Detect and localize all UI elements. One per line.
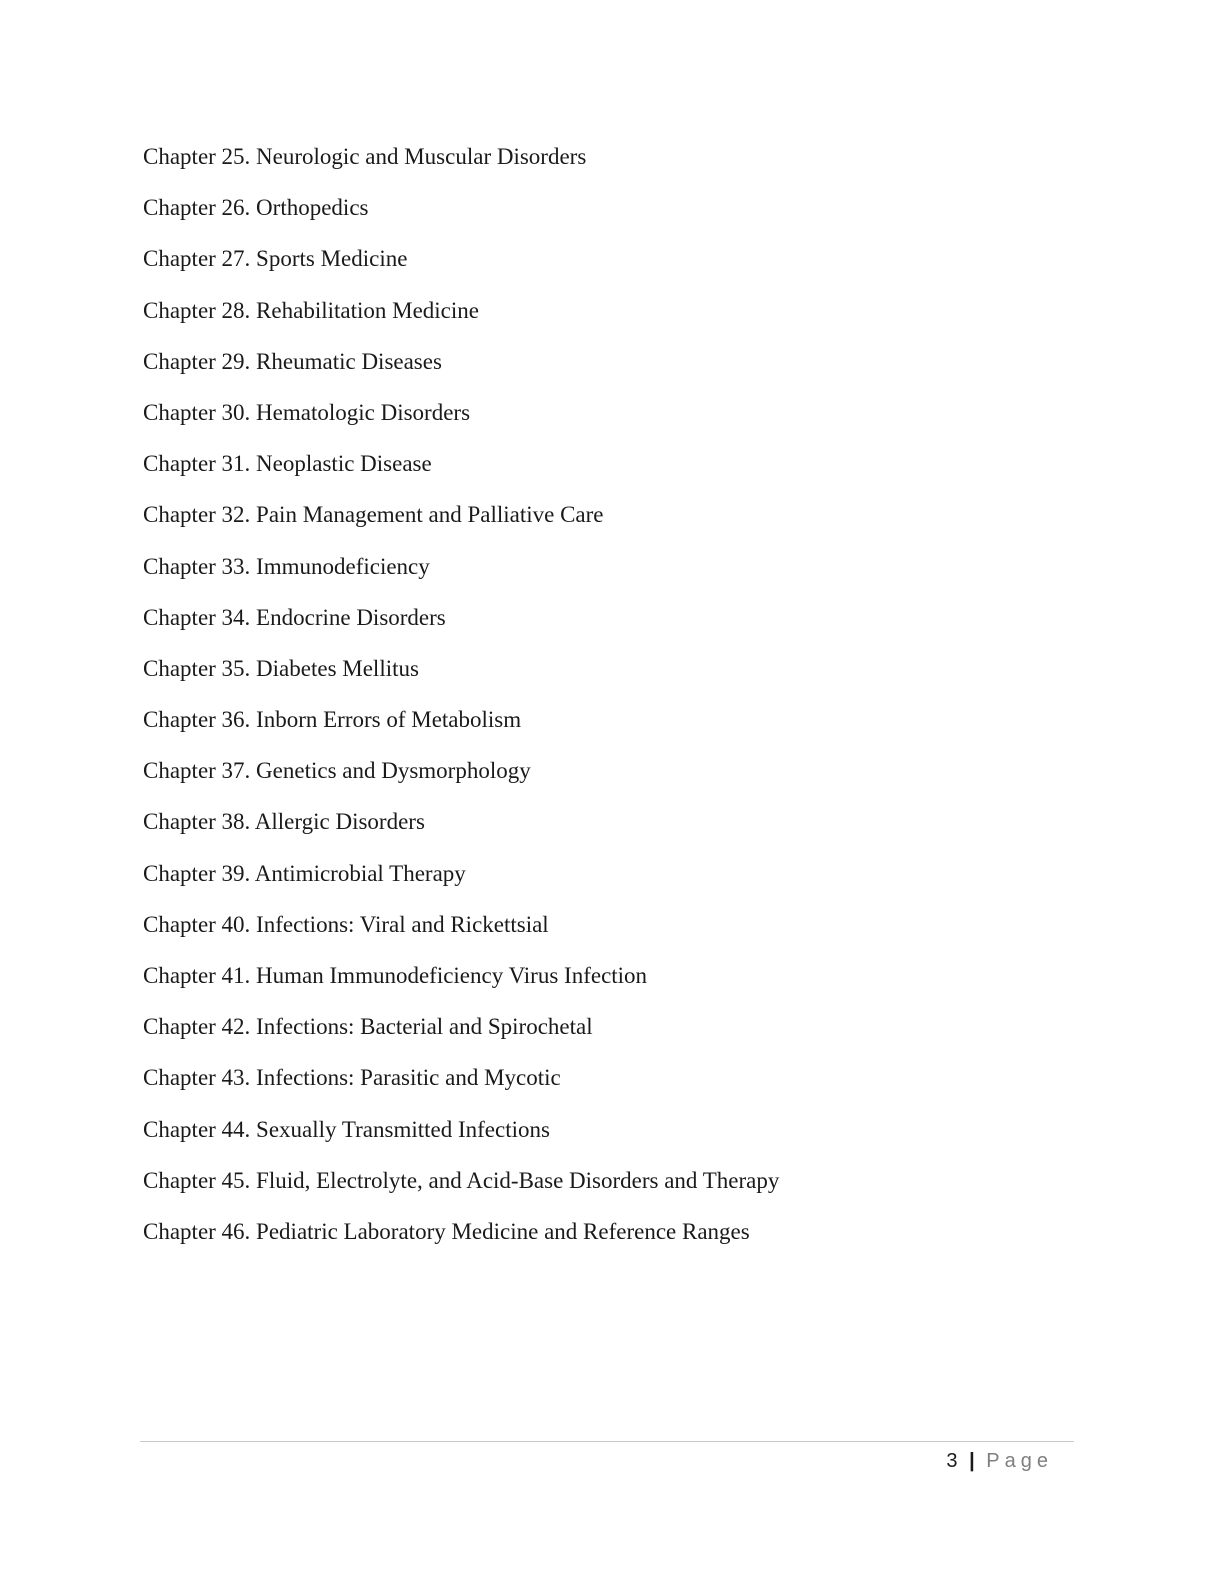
table-of-contents [143,141,779,1267]
toc-entry: Chapter 32. Pain Management and Palliative Care [143,502,604,528]
page-label: Page [986,1450,1053,1472]
toc-entry: Chapter 42. Infections: Bacterial and Spirochetal [143,1014,593,1040]
toc-entry: Chapter 29. Rheumatic Diseases [143,348,442,374]
footer-divider [140,1441,1074,1442]
toc-entry: Chapter 45. Fluid, Electrolyte, and Acid-Base Disorders and Therapy [143,1167,780,1193]
toc-entry: Chapter 30. Hematologic Disorders [143,399,471,425]
toc-entry: Chapter 36. Inborn Errors of Metabolism [143,707,522,733]
toc-entry: Chapter 25. Neurologic and Muscular Disorders [143,144,587,169]
toc-entry: Chapter 28. Rehabilitation Medicine [143,297,479,323]
toc-entry: Chapter 34. Endocrine Disorders [143,604,446,630]
toc-entry: Chapter 39. Antimicrobial Therapy [143,860,466,886]
toc-entry: Chapter 37. Genetics and Dysmorphology [143,758,531,784]
toc-entry: Chapter 43. Infections: Parasitic and Mycotic [143,1065,561,1091]
toc-entry: Chapter 33. Immunodeficiency [143,553,430,579]
toc-entry: Chapter 31. Neoplastic Disease [143,451,432,477]
toc-entry: Chapter 27. Sports Medicine [143,246,408,272]
page-footer [946,1447,1053,1475]
toc-entry: Chapter 35. Diabetes Mellitus [143,655,419,681]
toc-entry: Chapter 46. Pediatric Laboratory Medicine and Reference Ranges [143,1218,750,1244]
toc-entry: Chapter 38. Allergic Disorders [143,809,425,835]
toc-entry: Chapter 40. Infections: Viral and Rickettsial [143,911,549,937]
toc-entry: Chapter 26. Orthopedics [143,195,369,221]
footer-separator: | [969,1450,975,1472]
page-number: 3 [946,1450,958,1472]
toc-entry: Chapter 44. Sexually Transmitted Infections [143,1116,550,1142]
toc-entry: Chapter 41. Human Immunodeficiency Virus Infection [143,963,648,988]
